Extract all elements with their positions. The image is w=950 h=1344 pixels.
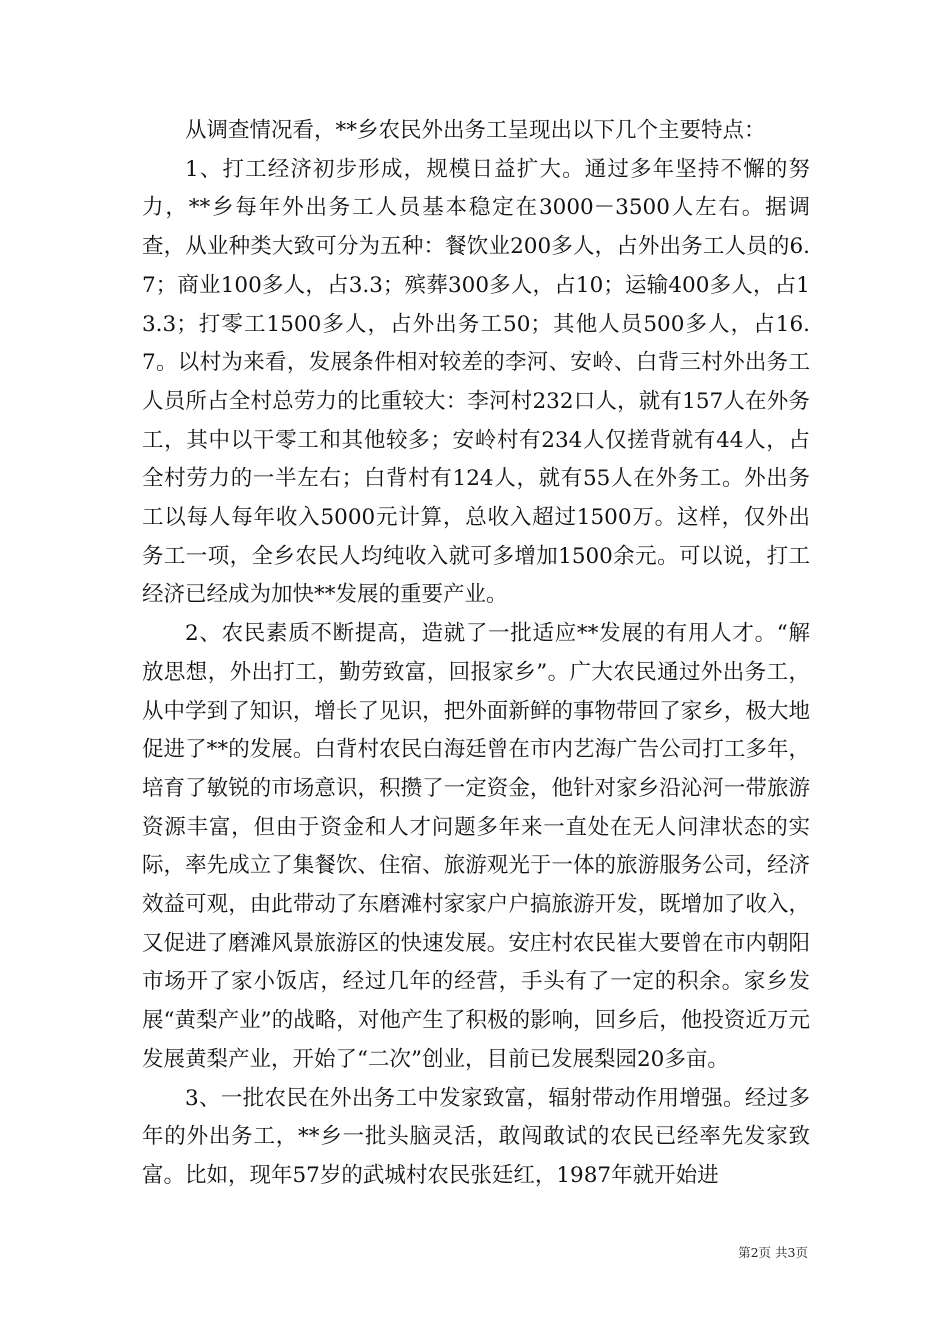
document-body (142, 112, 810, 1196)
paragraph-intro: 从调查情况看，**乡农民外出务工呈现出以下几个主要特点： (185, 118, 766, 143)
paragraph-point-2: 2、农民素质不断提高，造就了一批适应**发展的有用人才。“解放思想，外出打工，勤劳致富，回报家乡”。广大农民通过外出务工，从中学到了知识，增长了见识，把外面新鲜的事物带回了家乡，极大地促进了**的发展。白背村农民白海廷曾在市内艺海广告公司打工多年，培育了敏锐的市场意识，积攒了一定资金，他针对家乡沿沁河一带旅游资源丰富，但由于资金和人才问题多年来一直处在无人问津状态的实际，率先成立了集餐饮、住宿、旅游观光于一体的旅游服务公司，经济效益可观，由此带动了东磨滩村家家户户搞旅游开发，既增加了收入，又促进了磨滩风景旅游区的快速发展。安庄村农民崔大要曾在市内朝阳市场开了家小饭店，经过几年的经营，手头有了一定的积余。家乡发展“黄梨产业”的战略，对他产生了积极的影响，回乡后，他投资近万元发展黄梨产业，开始了“二次”创业，目前已发展梨园20多亩。 (142, 621, 810, 1072)
page-number-footer: 第2页 共3页 (738, 1245, 808, 1260)
paragraph-point-3: 3、一批农民在外出务工中发家致富，辐射带动作用增强。经过多年的外出务工，**乡一批头脑灵活，敢闯敢试的农民已经率先发家致富。比如，现年57岁的武城村农民张廷红，1987年就开始进 (142, 1085, 810, 1188)
paragraph-point-1: 1、打工经济初步形成，规模日益扩大。通过多年坚持不懈的努力，**乡每年外出务工人员基本稳定在3000－3500人左右。据调查，从业种类大致可分为五种：餐饮业200多人，占外出务工人员的6.7；商业100多人，占3.3；殡葬300多人，占10；运输400多人，占13.3；打零工1500多人，占外出务工50；其他人员500多人，占16.7。以村为来看，发展条件相对较差的李河、安岭、白背三村外出务工人员所占全村总劳力的比重较大：李河村232口人，就有157人在外务工，其中以干零工和其他较多；安岭村有234人仅搓背就有44人，占全村劳力的一半左右；白背村有124人，就有55人在外务工。外出务工以每人每年收入5000元计算，总收入超过1500万。这样，仅外出务工一项，全乡农民人均纯收入就可多增加1500余元。可以说，打工经济已经成为加快**发展的重要产业。 (142, 156, 810, 608)
